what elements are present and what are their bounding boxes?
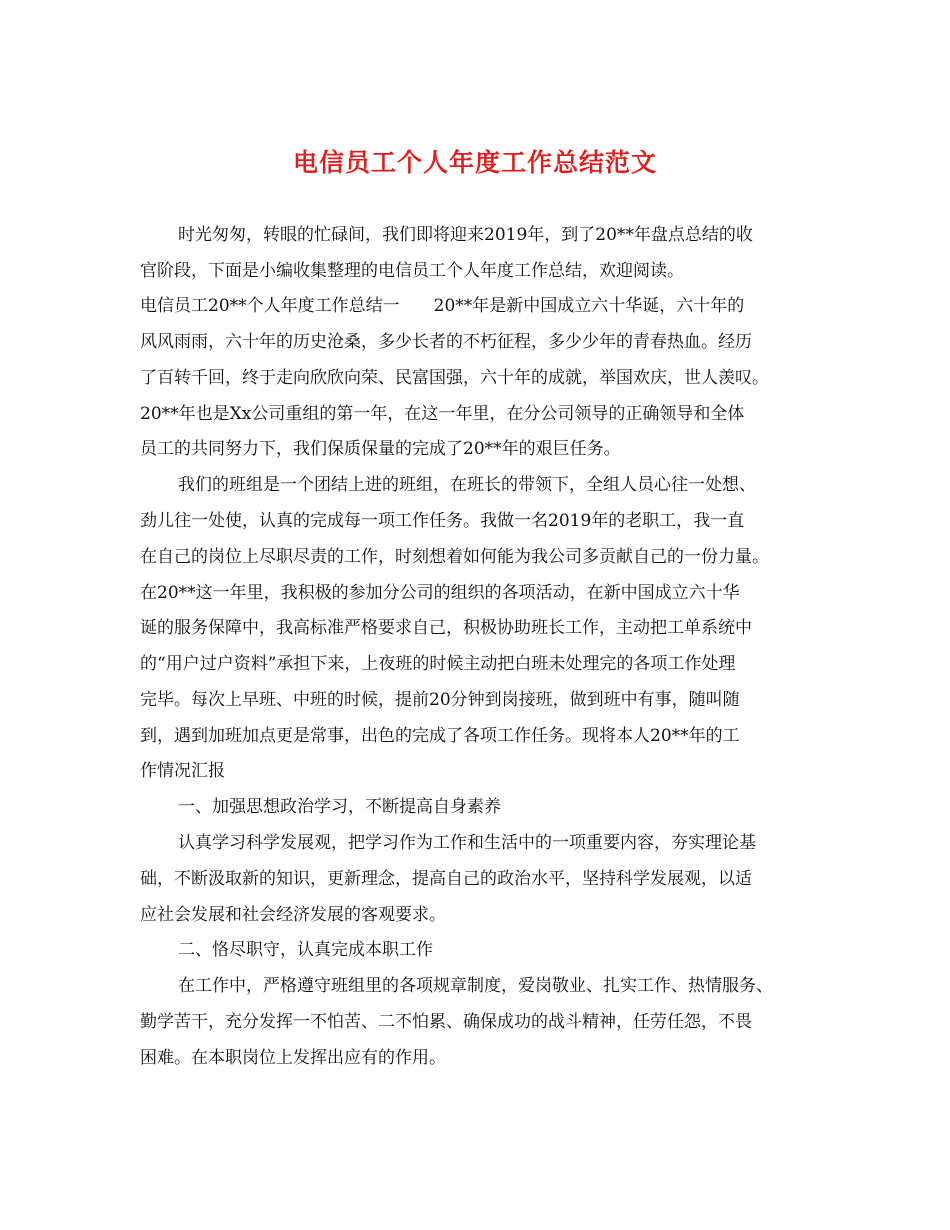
text-line: 员工的共同努力下，我们保质保量的完成了20**年的艰巨任务。	[140, 439, 621, 459]
text-line: 电信员工20**个人年度工作总结一 20**年是新中国成立六十华诞，六十年的	[140, 296, 745, 316]
text-line: 我们的班组是一个团结上进的班组，在班长的带领下，全组人员心往一处想、	[178, 475, 756, 495]
document-title: 电信员工个人年度工作总结范文	[292, 148, 657, 177]
text-line: 20**年也是Xx公司重组的第一年，在这一年里，在分公司领导的正确领导和全体	[140, 404, 745, 424]
text-line: 勤学苦干，充分发挥一不怕苦、二不怕累、确保成功的战斗精神，任劳任怨，不畏	[140, 1012, 752, 1032]
text-line: 劲儿往一处使，认真的完成每一项工作任务。我做一名2019年的老职工，我一直	[140, 511, 745, 531]
text-line: 的“用户过户资料”承担下来，上夜班的时候主动把白班未处理完的各项工作处理	[140, 654, 736, 674]
text-line: 完毕。每次上早班、中班的时候，提前20分钟到岗接班，做到班中有事，随叫随	[140, 690, 740, 710]
text-line: 础，不断汲取新的知识，更新理念，提高自己的政治水平，坚持科学发展观，以适	[140, 869, 752, 889]
text-line: 应社会发展和社会经济发展的客观要求。	[140, 905, 446, 925]
text-line: 在自己的岗位上尽职尽责的工作，时刻想着如何能为我公司多贡献自己的一份力量。	[140, 547, 769, 567]
section-heading: 二、恪尽职守，认真完成本职工作	[178, 940, 433, 960]
text-line: 在工作中，严格遵守班组里的各项规章制度，爱岗敬业、扎实工作、热情服务、	[178, 976, 773, 996]
text-line: 诞的服务保障中，我高标准严格要求自己，积极协助班长工作，主动把工单系统中	[140, 618, 752, 638]
text-line: 认真学习科学发展观，把学习作为工作和生活中的一项重要内容，夯实理论基	[178, 833, 756, 853]
text-line: 官阶段，下面是小编收集整理的电信员工个人年度工作总结，欢迎阅读。	[140, 261, 684, 281]
text-line: 时光匆匆，转眼的忙碌间，我们即将迎来2019年，到了20**年盘点总结的收	[178, 225, 753, 245]
text-line: 困难。在本职岗位上发挥出应有的作用。	[140, 1048, 446, 1068]
text-line: 到，遇到加班加点更是常事，出色的完成了各项工作任务。现将本人20**年的工	[140, 726, 740, 746]
section-heading: 一、加强思想政治学习，不断提高自身素养	[178, 797, 501, 817]
text-line: 风风雨雨，六十年的历史沧桑，多少长者的不朽征程，多少少年的青春热血。经历	[140, 332, 752, 352]
text-line: 了百转千回，终于走向欣欣向荣、民富国强，六十年的成就，举国欢庆，世人羡叹。	[140, 368, 769, 388]
text-line: 作情况汇报	[140, 761, 225, 781]
text-line: 在20**这一年里，我积极的参加分公司的组织的各项活动，在新中国成立六十华	[140, 583, 740, 603]
